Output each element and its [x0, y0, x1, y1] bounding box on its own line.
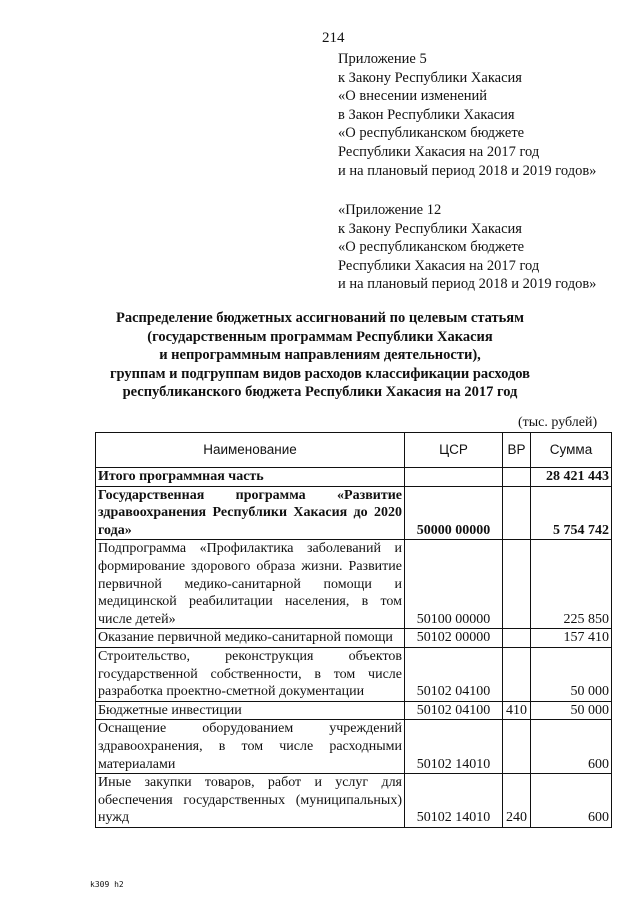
- row-csr: 50102 04100: [405, 647, 503, 701]
- table-row: [96, 540, 612, 629]
- appendix-header-line: «О внесении изменений: [338, 88, 488, 105]
- row-name: Бюджетные инвестиции: [96, 701, 405, 720]
- table-row: [96, 701, 612, 720]
- appendix-header-line: Республики Хакасия на 2017 год: [338, 143, 540, 160]
- row-name: Оказание первичной медико-санитарной помощи: [96, 629, 405, 648]
- title-line: республиканского бюджета Республики Хакасия на 2017 год: [122, 384, 518, 401]
- row-csr: 50102 04100: [405, 701, 503, 720]
- row-name: Итого программная часть: [96, 468, 405, 487]
- appendix-header-line: в Закон Республики Хакасия: [338, 106, 515, 123]
- units-label: (тыс. рублей): [518, 415, 598, 430]
- document-title: [0, 309, 640, 402]
- row-vr: 410: [503, 701, 531, 720]
- row-sum: 50 000: [531, 701, 612, 720]
- appendix-original-line: и на плановый период 2018 и 2019 годов»: [338, 276, 597, 293]
- page-number: 214: [322, 30, 345, 46]
- header-vr: ВР: [503, 433, 531, 468]
- appendix-original-line: к Закону Республики Хакасия: [338, 220, 522, 237]
- row-name: Иные закупки товаров, работ и услуг для обеспечения государственных (муниципальных) нужд: [96, 774, 405, 828]
- row-sum: 225 850: [531, 540, 612, 629]
- row-vr: [503, 720, 531, 774]
- title-line: (государственным программам Республики Хакасия: [147, 328, 493, 345]
- table-row: [96, 629, 612, 648]
- appendix-header: [338, 50, 596, 180]
- row-sum: 5 754 742: [531, 486, 612, 540]
- row-csr: 50102 14010: [405, 720, 503, 774]
- row-csr: 50000 00000: [405, 486, 503, 540]
- row-sum: 50 000: [531, 647, 612, 701]
- title-line: группам и подгруппам видов расходов классификации расходов: [109, 365, 531, 382]
- row-name: Строительство, реконструкция объектов государственной собственности, в том числе разработка проектно-сметной документации: [96, 647, 405, 701]
- budget-table: [95, 432, 612, 828]
- row-name: Государственная программа «Развитие здравоохранения Республики Хакасия до 2020 года»: [96, 486, 405, 540]
- table-row: [96, 486, 612, 540]
- header-sum: Сумма: [531, 433, 612, 468]
- row-sum: 28 421 443: [531, 468, 612, 487]
- row-vr: [503, 540, 531, 629]
- appendix-header-line: «О республиканском бюджете: [338, 125, 525, 142]
- row-csr: 50100 00000: [405, 540, 503, 629]
- table-row: [96, 774, 612, 828]
- appendix-original-line: «О республиканском бюджете: [338, 239, 525, 256]
- appendix-original-line: «Приложение 12: [338, 202, 442, 218]
- row-name: Оснащение оборудованием учреждений здравоохранения, в том числе расходными материалами: [96, 720, 405, 774]
- row-csr: [405, 468, 503, 487]
- row-vr: [503, 647, 531, 701]
- table-row: [96, 720, 612, 774]
- footer-code: k309 h2: [90, 880, 124, 889]
- row-vr: [503, 468, 531, 487]
- row-vr: [503, 629, 531, 648]
- appendix-header-line: Приложение 5: [338, 51, 427, 67]
- appendix-header-line: и на плановый период 2018 и 2019 годов»: [338, 162, 597, 179]
- appendix-original: [338, 201, 596, 294]
- title-line: и непрограммным направлениям деятельности),: [159, 347, 481, 364]
- table-row: [96, 468, 612, 487]
- header-csr: ЦСР: [405, 433, 503, 468]
- header-name: Наименование: [96, 433, 405, 468]
- row-csr: 50102 14010: [405, 774, 503, 828]
- row-sum: 600: [531, 720, 612, 774]
- row-name: Подпрограмма «Профилактика заболеваний и формирование здорового образа жизни. Развитие первичной медико-санитарной помощи и медицинской реабилитации населения, в том числе детей»: [96, 540, 405, 629]
- title-line: Распределение бюджетных ассигнований по целевым статьям: [115, 310, 525, 326]
- table-row: [96, 647, 612, 701]
- row-vr: [503, 486, 531, 540]
- table-header-row: [96, 433, 612, 468]
- row-vr: 240: [503, 774, 531, 828]
- row-sum: 600: [531, 774, 612, 828]
- appendix-header-line: к Закону Республики Хакасия: [338, 69, 522, 86]
- row-sum: 157 410: [531, 629, 612, 648]
- row-csr: 50102 00000: [405, 629, 503, 648]
- appendix-original-line: Республики Хакасия на 2017 год: [338, 257, 540, 274]
